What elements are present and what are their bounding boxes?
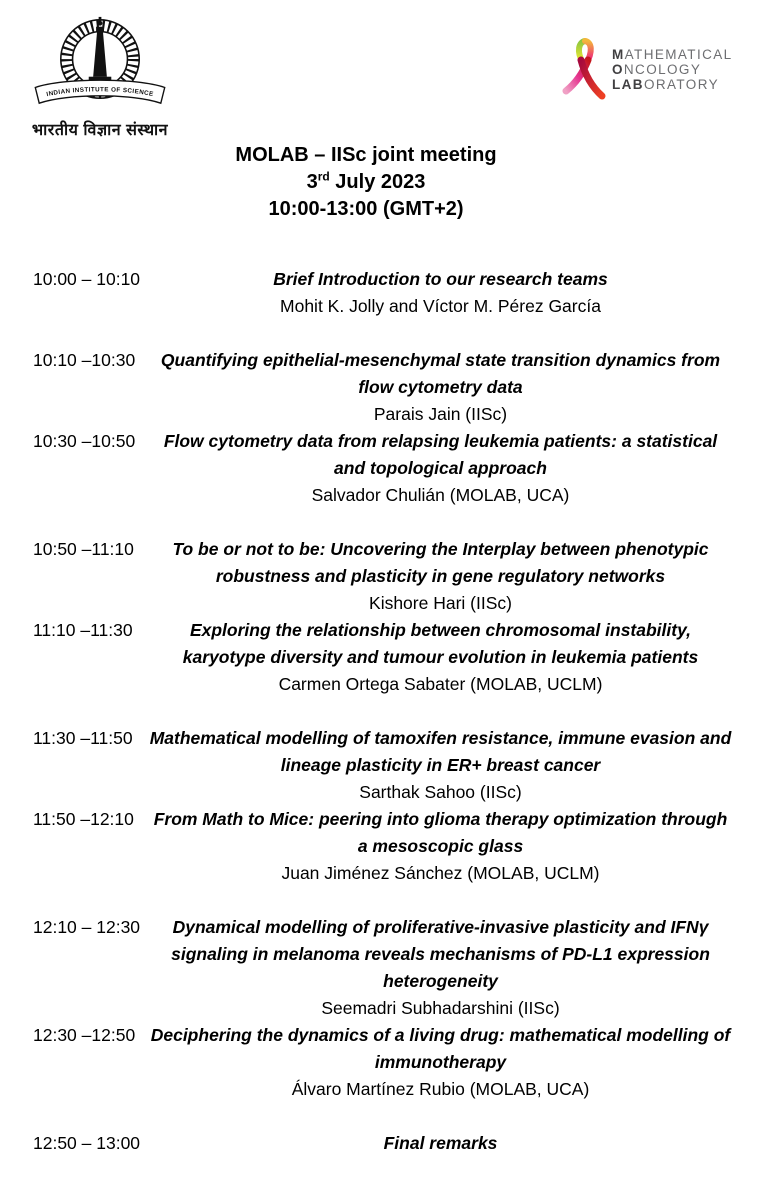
session-title: karyotype diversity and tumour evolution in leukemia patients [182,647,699,667]
session-row [33,536,741,617]
meeting-time-range: 10:00-13:00 (GMT+2) [268,198,464,220]
session-time: 11:30 –11:50 [33,728,133,748]
session-title: flow cytometry data [358,377,523,397]
session-content [140,806,741,887]
iisc-emblem-icon [28,12,173,112]
session-speaker: Seemadri Subhadarshini (IISc) [321,998,560,1018]
session-title: heterogeneity [383,971,498,991]
session-title: a mesoscopic glass [357,836,524,856]
session-speaker: Parais Jain (IISc) [373,404,508,424]
session-content [140,1130,741,1157]
session-title: Quantifying epithelial-mesenchymal state transition dynamics from [160,350,721,370]
session-title: signaling in melanoma reveals mechanisms of PD-L1 expression [171,944,710,964]
session-row [33,725,741,806]
session-content [140,536,741,617]
date-ordinal-suffix: rd [317,169,330,184]
session-title: lineage plasticity in ER+ breast cancer [280,755,601,775]
iisc-logo [20,12,180,140]
molab-word-laboratory: LABORATORY [612,76,720,92]
session-time: 10:10 –10:30 [33,350,136,370]
session-speaker: Kishore Hari (IISc) [369,593,512,613]
session-title: robustness and plasticity in gene regulatory networks [215,566,666,586]
session-title: Flow cytometry data from relapsing leukemia patients: a statistical [163,431,718,451]
session-time: 10:50 –11:10 [33,539,134,559]
session-content [140,914,741,1022]
session-content [140,347,741,428]
session-speaker: Carmen Ortega Sabater (MOLAB, UCLM) [278,674,603,694]
session-row [33,1130,741,1157]
molab-logo [562,36,733,102]
session-content [140,725,741,806]
session-time: 12:50 – 13:00 [33,1133,141,1153]
session-row [33,617,741,698]
session-title: Brief Introduction to our research teams [273,269,608,289]
iisc-hindi-name: भारतीय विज्ञान संस्थान [31,122,169,139]
schedule [33,266,741,1157]
meeting-title: MOLAB – IISc joint meeting [235,144,497,166]
molab-word-mathematical: MATHEMATICAL [612,46,733,62]
awareness-ribbon-icon [562,36,606,102]
session-row [33,428,741,509]
molab-word-oncology: ONCOLOGY [612,61,702,77]
session-time: 12:30 –12:50 [33,1025,136,1045]
molab-wordmark [612,47,733,92]
session-speaker: Juan Jiménez Sánchez (MOLAB, UCLM) [281,863,600,883]
session-row [33,914,741,1022]
session-title: immunotherapy [374,1052,507,1072]
session-time: 10:30 –10:50 [33,431,136,451]
session-time: 10:00 – 10:10 [33,269,141,289]
iisc-banner-text: INDIAN INSTITUTE OF SCIENCE [45,86,154,99]
session-speaker: Álvaro Martínez Rubio (MOLAB, UCA) [291,1079,590,1099]
meeting-title-block [0,142,732,223]
session-title: Mathematical modelling of tamoxifen resistance, immune evasion and [149,728,732,748]
session-content [140,1022,741,1103]
session-speaker: Salvador Chulián (MOLAB, UCA) [311,485,570,505]
session-row [33,806,741,887]
session-title: Deciphering the dynamics of a living drug: mathematical modelling of [150,1025,731,1045]
session-content [140,266,741,320]
session-time: 12:10 – 12:30 [33,917,141,937]
session-row [33,1022,741,1103]
session-speaker: Sarthak Sahoo (IISc) [359,782,522,802]
session-title: To be or not to be: Uncovering the Interplay between phenotypic [172,539,709,559]
session-title: Final remarks [383,1133,498,1153]
session-row [33,266,741,320]
session-content [140,428,741,509]
session-speaker: Mohit K. Jolly and Víctor M. Pérez García [280,296,601,316]
session-title: and topological approach [334,458,547,478]
session-title: Exploring the relationship between chromosomal instability, [189,620,692,640]
session-time: 11:50 –12:10 [33,809,134,829]
session-content [140,617,741,698]
session-time: 11:10 –11:30 [33,620,133,640]
session-title: From Math to Mice: peering into glioma therapy optimization through [153,809,728,829]
meeting-date: 3rd July 2023 [306,169,426,193]
session-title: Dynamical modelling of proliferative-invasive plasticity and IFNγ [172,917,709,937]
session-row [33,347,741,428]
